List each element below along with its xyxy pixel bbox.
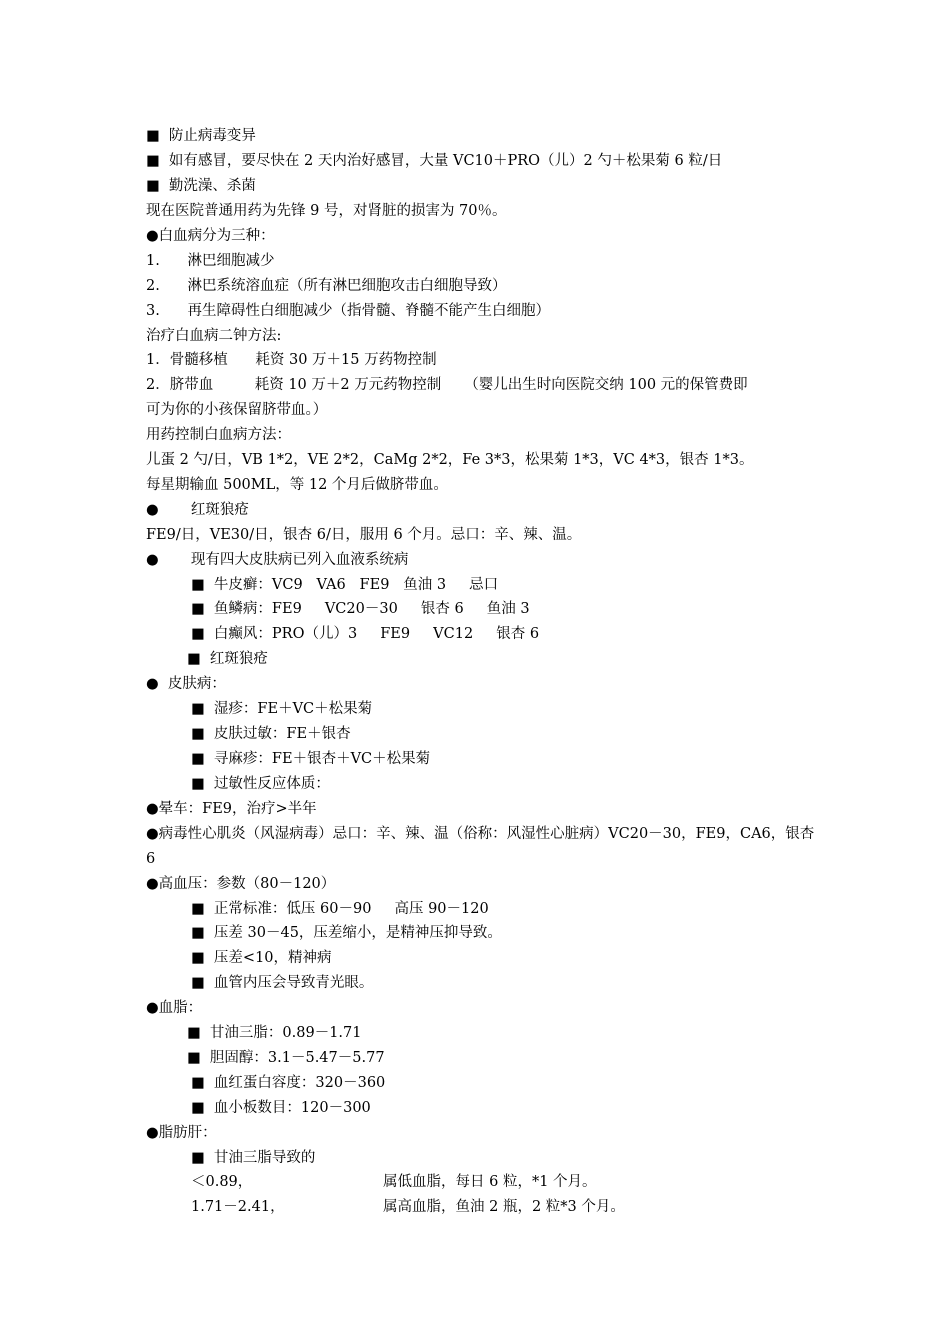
text-line: ●脂肪肝： [146,1125,217,1141]
text-line: ■ 寻麻疹：FE＋银杏＋VC＋松果菊 [191,751,431,767]
text-line: ■ 鱼鳞病：FE9 VC20－30 银杏 6 鱼油 3 [191,601,530,617]
text-line: ●病毒性心肌炎（风湿病毒）忌口：辛、辣、温（俗称：风湿性心脏病）VC20－30，FE9，CA6，银杏 [146,826,815,842]
text-line: 治疗白血病二钟方法: [146,328,282,344]
text-line: ■ 如有感冒，要尽快在 2 天内治好感冒，大量 VC10＋PRO（儿）2 勺＋松果菊 6 粒/日 [146,153,723,169]
text-line: ■ 湿疹：FE＋VC＋松果菊 [191,701,373,717]
text-line: ■ 过敏性反应体质： [191,776,330,792]
text-line: ●高血压：参数（80－120） [146,876,336,892]
text-line: ■ 牛皮癣：VC9 VA6 FE9 鱼油 3 忌口 [191,577,499,593]
text-line: 用药控制白血病方法： [146,427,291,443]
text-line: ■ 白癫风：PRO（儿）3 FE9 VC12 银杏 6 [191,626,540,642]
text-line: ■ 勤洗澡、杀菌 [146,178,256,194]
text-line: ●白血病分为三种： [146,228,275,244]
text-line: FE9/日，VE30/日，银杏 6/日，服用 6 个月。忌口：辛、辣、温。 [146,527,582,543]
text-line: ■ 血管内压会导致青光眼。 [191,975,374,991]
text-line: ＜0.89， [191,1174,253,1190]
text-line: ● 红斑狼疮 [146,502,249,518]
text-line: 2. 淋巴系统溶血症（所有淋巴细胞攻击白细胞导致） [146,278,507,294]
text-line: 3. 再生障碍性白细胞减少（指骨髓、脊髓不能产生白细胞） [146,303,550,319]
text-line: ■ 甘油三脂导致的 [191,1150,316,1166]
text-line: 属低血脂，每日 6 粒，*1 个月。 [383,1174,597,1190]
text-line: ● 皮肤病： [146,676,226,692]
text-line: ■ 皮肤过敏：FE＋银杏 [191,726,351,742]
text-line: ●晕车：FE9，治疗>半年 [146,801,317,817]
text-line: 属高血脂，鱼油 2 瓶，2 粒*3 个月。 [383,1199,625,1215]
text-line: ■ 血红蛋白容度：320－360 [191,1075,386,1091]
text-line: 现在医院普通用药为先锋 9 号，对肾脏的损害为 70％。 [146,203,507,219]
text-line: 1.71－2.41， [191,1199,285,1215]
text-line: 儿蛋 2 勺/日，VB 1*2，VE 2*2，CaMg 2*2，Fe 3*3，松果菊 1*3，VC 4*3，银杏 1*3。 [146,452,754,468]
text-line: ■ 压差 30－45，压差缩小，是精神压抑导致。 [191,925,502,941]
text-line: ■ 防止病毒变异 [146,128,256,144]
text-line: ● 现有四大皮肤病已列入血液系统病 [146,552,409,568]
text-line: ●血脂： [146,1000,203,1016]
text-line: 可为你的小孩保留脐带血。） [146,402,328,418]
text-line: ■ 压差<10，精神病 [191,950,332,966]
text-line: 6 [146,851,156,867]
text-line: ■ 血小板数目：120－300 [191,1100,371,1116]
text-line: ■ 红斑狼疮 [187,651,268,667]
text-line: 每星期输血 500ML，等 12 个月后做脐带血。 [146,477,448,493]
text-line: 1. 淋巴细胞减少 [146,253,275,269]
text-line: ■ 正常标准：低压 60－90 高压 90－120 [191,901,489,917]
text-line: 1．骨髓移植 耗资 30 万＋15 万药物控制 [146,352,437,368]
text-line: 2．脐带血 耗资 10 万＋2 万元药物控制 （婴儿出生时向医院交纳 100 元的保管费即 [146,377,748,393]
text-line: ■ 甘油三脂：0.89－1.71 [187,1025,362,1041]
text-line: ■ 胆固醇：3.1－5.47－5.77 [187,1050,385,1066]
